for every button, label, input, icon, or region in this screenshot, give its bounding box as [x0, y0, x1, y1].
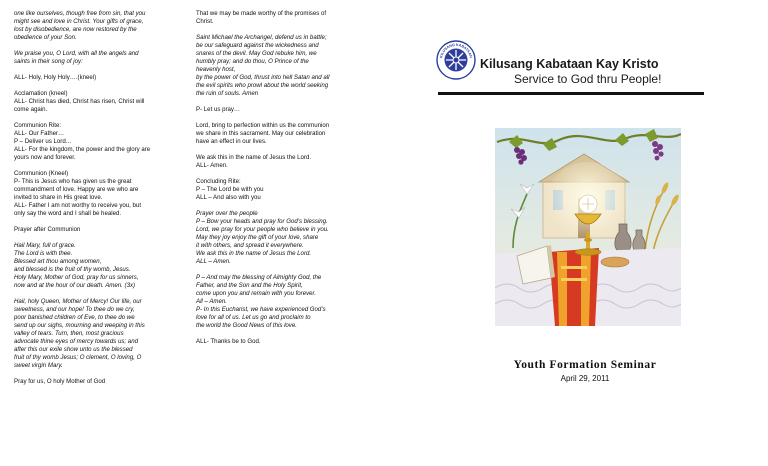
prayer-line: Communion (Kneel) — [14, 170, 69, 177]
prayer-line: We praise you, O Lord, with all the angels and — [14, 50, 139, 57]
prayer-line: P- Let us pray… — [196, 106, 241, 113]
prayer-line: poor banished children of Eve, to thee do we — [14, 314, 135, 321]
prayer-line: Lord, bring to perfection within us the communion — [196, 122, 330, 129]
prayer-line: come upon you and remain with you forever. — [196, 290, 317, 297]
logo-year-text: 1993 — [451, 67, 461, 73]
prayer-line: All – Amen. — [196, 298, 227, 305]
prayer-line: lost by disobedience, are now restored by the — [14, 26, 137, 33]
prayer-line: sweetness, and our hope! To thee do we cry, — [14, 306, 135, 313]
prayer-line: Pray for us, O holy Mother of God — [14, 378, 106, 385]
prayer-line: valley of tears. Turn, then, most gracious — [14, 330, 124, 337]
prayer-line: P – Deliver us Lord… — [14, 138, 72, 145]
prayer-line: now and at the hour of our death. Amen. (3x) — [14, 282, 136, 289]
prayer-line: May they joy enjoy the gift of your love, share — [196, 234, 319, 241]
prayer-paragraph — [196, 154, 368, 170]
prayer-line: ALL – And also with you — [196, 194, 261, 201]
prayer-line: Hail Mary, full of grace. — [14, 242, 76, 249]
prayer-line: might see and love in Christ. Your gifts of grace, — [14, 18, 144, 25]
eucharist-illustration — [495, 128, 681, 326]
prayer-line: commandment of love. Happy are we who are — [14, 186, 139, 193]
prayer-line: we share in this sacrament. May our celebration — [196, 130, 326, 137]
prayer-line: only say the word and I shall be healed. — [14, 210, 122, 217]
seminar-date: April 29, 2011 — [560, 374, 610, 383]
prayer-line: ALL – Amen. — [196, 258, 231, 265]
prayer-line: Prayer after Communion — [14, 226, 81, 233]
prayer-line: advocate thine eyes of mercy towards us; and — [14, 338, 138, 345]
prayer-line: We ask this in the name of Jesus the Lord. — [196, 250, 312, 257]
prayer-line: We ask this in the name of Jesus the Lord. — [196, 154, 312, 161]
prayer-line: P- In this Eucharist, we have experienced God’s — [196, 306, 326, 313]
bread — [601, 257, 629, 267]
seminar-title: Youth Formation Seminar — [513, 359, 657, 371]
prayer-line: heavenly host, — [196, 66, 236, 73]
prayer-paragraph — [196, 210, 368, 266]
prayer-line: humbly pray; and do thou, O Prince of the — [196, 58, 309, 65]
prayer-line: Concluding Rite: — [196, 178, 241, 185]
prayer-line: Lord, we pray for your people who believe in you. — [196, 226, 329, 233]
prayer-paragraph — [196, 338, 368, 346]
prayer-paragraph — [196, 122, 368, 146]
prayer-paragraph — [14, 122, 190, 162]
prayer-line: be our safeguard against the wickedness and — [196, 42, 319, 49]
org-tagline: Service to God thru People! — [514, 72, 662, 86]
prayer-line: love for all of us. Let us go and proclaim to — [196, 314, 311, 321]
prayer-line: P – Bow your heads and pray for God’s blessing. — [196, 218, 328, 225]
prayer-paragraph — [196, 274, 368, 330]
prayer-line: Holy Mary, Mother of God, pray for us sinners, — [14, 274, 139, 281]
prayer-paragraph — [14, 378, 190, 386]
prayer-line: have an effect in our lives. — [196, 138, 267, 145]
prayer-paragraph — [14, 74, 190, 82]
prayer-paragraph — [14, 10, 190, 42]
prayer-line: by the power of God, thrust into hell Satan and all — [196, 74, 330, 81]
prayer-column-middle — [196, 10, 368, 354]
prayer-line: saints in their song of joy: — [14, 58, 83, 65]
prayer-line: yours now and forever. — [14, 154, 76, 161]
prayer-line: invited to share in His great love. — [14, 194, 103, 201]
prayer-line: That we may be made worthy of the promises of — [196, 10, 327, 17]
prayer-line: one like ourselves, though free from sin, that you — [14, 10, 146, 17]
prayer-line: the world the Good News of this love. — [196, 322, 297, 329]
prayer-line: ALL- Holy, Holy Holy….(kneel) — [14, 74, 97, 81]
prayer-line: it with others, and spread it everywhere. — [196, 242, 304, 249]
logo-ring-text: KILUSANG KABATAAN — [439, 42, 473, 59]
prayer-paragraph — [196, 34, 368, 98]
prayer-line: come again. — [14, 106, 48, 113]
prayer-paragraph — [14, 170, 190, 218]
prayer-line: P- This is Jesus who has given us the great — [14, 178, 132, 185]
prayer-paragraph — [14, 90, 190, 114]
prayer-line: Communion Rite: — [14, 122, 62, 129]
prayer-line: snares of the devil. May God rebuke him, we — [196, 50, 317, 57]
prayer-line: Blessed art thou among women, — [14, 258, 102, 265]
prayer-line: sweet virgin Mary. — [14, 362, 63, 369]
prayer-line: fruit of thy womb Jesus; O clement, O loving, O — [14, 354, 142, 361]
prayer-line: send up our sighs, mourning and weeping in this — [14, 322, 145, 329]
prayer-line: and blessed is the fruit of thy womb, Jesus. — [14, 266, 131, 273]
prayer-paragraph — [14, 226, 190, 234]
prayer-line: obedience of your Son. — [14, 34, 77, 41]
prayer-line: ALL- Father I am not worthy to receive you, but — [14, 202, 142, 209]
prayer-column-left — [14, 10, 190, 394]
prayer-line: ALL- Amen. — [196, 162, 228, 169]
prayer-paragraph — [196, 106, 368, 114]
prayer-line: Hail, holy Queen, Mother of Mercy! Our life, our — [14, 298, 142, 305]
org-logo-icon — [436, 40, 476, 80]
header-divider — [438, 92, 704, 95]
prayer-line: Father, and the Son and the Holy Spirit, — [196, 282, 303, 289]
prayer-line: Christ. — [196, 18, 214, 25]
prayer-line: P – And may the blessing of Almighty God, the — [196, 274, 322, 281]
prayer-line: ALL- Christ has died, Christ has risen, Christ will — [14, 98, 145, 105]
prayer-paragraph — [196, 10, 368, 26]
prayer-line: Prayer over the people — [196, 210, 258, 217]
prayer-line: the evil spirits who prowl about the world seeking — [196, 82, 329, 89]
prayer-line: Saint Michael the Archangel, defend us in battle; — [196, 34, 327, 41]
red-stole — [549, 248, 599, 326]
prayer-line: P – The Lord be with you — [196, 186, 264, 193]
prayer-paragraph — [14, 298, 190, 370]
prayer-paragraph — [14, 242, 190, 290]
prayer-line: ALL- Our Father… — [14, 130, 65, 137]
prayer-paragraph — [196, 178, 368, 202]
prayer-line: ALL- For the kingdom, the power and the glory are — [14, 146, 151, 153]
prayer-line: after this our exile show unto us the blessed — [14, 346, 133, 353]
prayer-line: The Lord is with thee. — [14, 250, 73, 257]
prayer-paragraph — [14, 50, 190, 66]
prayer-line: the ruin of souls. Amen — [196, 90, 259, 97]
prayer-line: Acclamation (kneel) — [14, 90, 68, 97]
prayer-line: ALL- Thanks be to God. — [196, 338, 261, 345]
org-name: Kilusang Kabataan Kay Kristo — [480, 57, 659, 71]
